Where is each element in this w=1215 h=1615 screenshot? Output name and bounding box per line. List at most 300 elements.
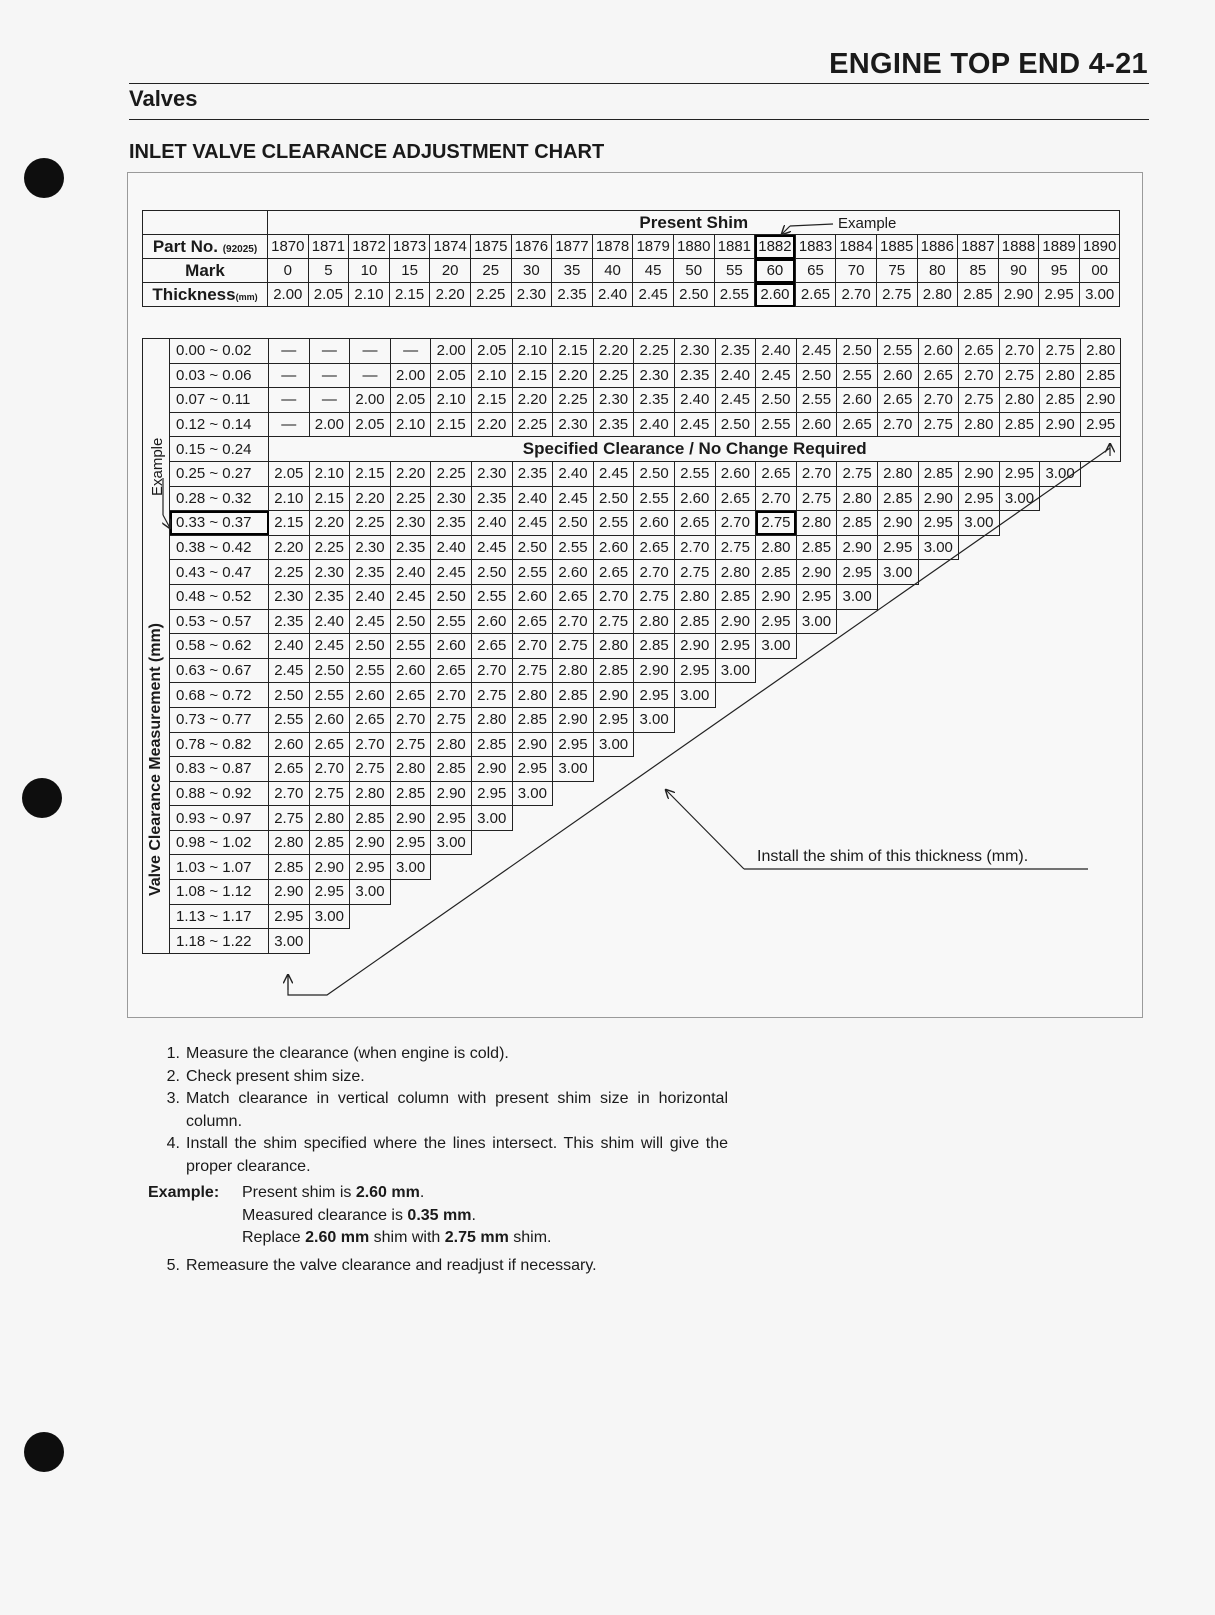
empty-cell bbox=[715, 855, 756, 880]
mark-cell: 65 bbox=[795, 259, 836, 283]
empty-cell bbox=[674, 880, 715, 905]
header-rule-bottom bbox=[129, 119, 1149, 120]
shim-cell: 2.70 bbox=[553, 609, 594, 634]
shim-cell: 2.60 bbox=[390, 658, 431, 683]
shim-cell: 2.55 bbox=[593, 511, 634, 536]
shim-cell: 2.15 bbox=[309, 486, 350, 511]
shim-cell: 2.70 bbox=[269, 781, 310, 806]
shim-cell: 2.45 bbox=[390, 584, 431, 609]
shim-cell: 2.90 bbox=[431, 781, 472, 806]
empty-cell bbox=[715, 732, 756, 757]
step-text: Remeasure the valve clearance and readjust if necessary. bbox=[186, 1256, 597, 1274]
empty-cell bbox=[674, 904, 715, 929]
shim-cell: 2.65 bbox=[959, 339, 1000, 364]
empty-cell bbox=[959, 560, 1000, 585]
empty-cell bbox=[959, 880, 1000, 905]
shim-cell: 2.25 bbox=[309, 535, 350, 560]
shim-cell: 2.80 bbox=[593, 634, 634, 659]
shim-cell: 2.45 bbox=[593, 461, 634, 486]
step-text: Match clearance in vertical column with present shim size in horizontal column. bbox=[186, 1090, 728, 1130]
empty-cell bbox=[715, 806, 756, 831]
shim-cell: 3.00 bbox=[1040, 461, 1081, 486]
shim-cell: 2.90 bbox=[1080, 388, 1121, 413]
thickness-cell: 2.25 bbox=[470, 283, 511, 307]
empty-cell bbox=[999, 683, 1040, 708]
empty-cell bbox=[837, 683, 878, 708]
measurement-range: 1.08 ~ 1.12 bbox=[170, 880, 269, 905]
empty-cell bbox=[674, 707, 715, 732]
binder-hole-middle bbox=[22, 778, 62, 818]
shim-cell: 2.75 bbox=[1040, 339, 1081, 364]
shim-cell: 3.00 bbox=[512, 781, 553, 806]
shim-cell: 2.55 bbox=[309, 683, 350, 708]
part-number-cell: 1886 bbox=[917, 235, 958, 259]
empty-cell bbox=[918, 732, 959, 757]
shim-cell: — bbox=[269, 363, 310, 388]
shim-cell: 2.05 bbox=[269, 461, 310, 486]
measurement-range: 0.83 ~ 0.87 bbox=[170, 757, 269, 782]
measurement-range: 0.58 ~ 0.62 bbox=[170, 634, 269, 659]
empty-cell bbox=[471, 830, 512, 855]
empty-cell bbox=[512, 929, 553, 954]
shim-cell: 2.50 bbox=[350, 634, 391, 659]
thickness-cell: 2.00 bbox=[268, 283, 309, 307]
shim-cell: 2.75 bbox=[959, 388, 1000, 413]
shim-cell: 2.85 bbox=[512, 707, 553, 732]
shim-cell: 2.95 bbox=[593, 707, 634, 732]
empty-cell bbox=[1080, 929, 1121, 954]
clearance-row bbox=[143, 781, 1121, 806]
example-line: Present shim is 2.60 mm. bbox=[242, 1184, 425, 1201]
shim-cell: 2.50 bbox=[512, 535, 553, 560]
step-number: 4. bbox=[166, 1135, 180, 1152]
clearance-row bbox=[143, 806, 1121, 831]
shim-cell: 2.60 bbox=[877, 363, 918, 388]
empty-cell bbox=[756, 880, 797, 905]
empty-cell bbox=[593, 830, 634, 855]
empty-cell bbox=[1040, 929, 1081, 954]
thickness-cell: 2.45 bbox=[633, 283, 674, 307]
shim-cell: 2.40 bbox=[553, 461, 594, 486]
empty-cell bbox=[959, 707, 1000, 732]
example-block bbox=[148, 1182, 728, 1250]
shim-cell: 2.95 bbox=[269, 904, 310, 929]
step-number: 2. bbox=[166, 1067, 180, 1085]
shim-cell: 2.75 bbox=[796, 486, 837, 511]
empty-cell bbox=[1080, 658, 1121, 683]
empty-cell bbox=[390, 904, 431, 929]
shim-cell: 3.00 bbox=[877, 560, 918, 585]
mark-cell: 55 bbox=[714, 259, 755, 283]
shim-cell: 2.60 bbox=[593, 535, 634, 560]
shim-cell: 2.35 bbox=[269, 609, 310, 634]
shim-cell: 2.45 bbox=[431, 560, 472, 585]
clearance-row bbox=[143, 339, 1121, 364]
empty-cell bbox=[756, 658, 797, 683]
shim-cell: 2.65 bbox=[390, 683, 431, 708]
shim-cell: — bbox=[350, 363, 391, 388]
shim-cell: 2.40 bbox=[269, 634, 310, 659]
present-shim-table bbox=[142, 210, 1120, 307]
shim-cell: 2.25 bbox=[431, 461, 472, 486]
empty-cell bbox=[553, 830, 594, 855]
empty-cell bbox=[1080, 461, 1121, 486]
shim-cell: 2.70 bbox=[471, 658, 512, 683]
empty-cell bbox=[999, 634, 1040, 659]
shim-cell: 2.85 bbox=[309, 830, 350, 855]
shim-cell: 2.75 bbox=[837, 461, 878, 486]
shim-cell: 2.35 bbox=[634, 388, 675, 413]
measurement-range: 0.73 ~ 0.77 bbox=[170, 707, 269, 732]
shim-cell: 2.15 bbox=[471, 388, 512, 413]
shim-cell: 2.85 bbox=[350, 806, 391, 831]
mark-cell: 35 bbox=[552, 259, 593, 283]
shim-cell: 2.55 bbox=[269, 707, 310, 732]
step-text: Measure the clearance (when engine is cold). bbox=[186, 1045, 509, 1062]
shim-cell: 2.45 bbox=[553, 486, 594, 511]
shim-cell: 2.85 bbox=[715, 584, 756, 609]
empty-cell bbox=[1040, 560, 1081, 585]
side-example-label bbox=[149, 438, 166, 496]
thickness-cell: 2.75 bbox=[876, 283, 917, 307]
shim-cell: 2.30 bbox=[674, 339, 715, 364]
shim-cell: 2.30 bbox=[309, 560, 350, 585]
empty-cell bbox=[715, 781, 756, 806]
part-number-cell: 1879 bbox=[633, 235, 674, 259]
empty-cell bbox=[877, 634, 918, 659]
empty-cell bbox=[959, 609, 1000, 634]
empty-cell bbox=[350, 904, 391, 929]
empty-cell bbox=[634, 757, 675, 782]
shim-cell: 2.50 bbox=[471, 560, 512, 585]
shim-cell: 2.80 bbox=[431, 732, 472, 757]
shim-cell: 2.75 bbox=[593, 609, 634, 634]
shim-cell: 2.55 bbox=[634, 486, 675, 511]
thickness-cell: 2.10 bbox=[349, 283, 390, 307]
empty-cell bbox=[593, 929, 634, 954]
shim-cell: 2.95 bbox=[796, 584, 837, 609]
shim-cell: 2.30 bbox=[269, 584, 310, 609]
part-number-cell: 1880 bbox=[673, 235, 714, 259]
empty-cell bbox=[471, 855, 512, 880]
mark-cell: 30 bbox=[511, 259, 552, 283]
thickness-cell: 2.20 bbox=[430, 283, 471, 307]
shim-cell: 2.65 bbox=[512, 609, 553, 634]
shim-cell: 2.80 bbox=[269, 830, 310, 855]
empty-cell bbox=[796, 707, 837, 732]
shim-cell: 2.30 bbox=[350, 535, 391, 560]
shim-cell: 3.00 bbox=[471, 806, 512, 831]
shim-cell: 2.75 bbox=[715, 535, 756, 560]
shim-cell: 2.80 bbox=[390, 757, 431, 782]
thickness-cell: 2.15 bbox=[389, 283, 430, 307]
part-number-cell: 1877 bbox=[552, 235, 593, 259]
shim-cell: 2.20 bbox=[350, 486, 391, 511]
instructions bbox=[148, 1043, 728, 1277]
empty-cell bbox=[431, 904, 472, 929]
shim-cell: 2.60 bbox=[471, 609, 512, 634]
shim-cell: 2.95 bbox=[431, 806, 472, 831]
thickness-label bbox=[143, 283, 268, 307]
shim-cell: 2.80 bbox=[999, 388, 1040, 413]
shim-cell: 2.85 bbox=[553, 683, 594, 708]
shim-cell: 2.85 bbox=[1080, 363, 1121, 388]
empty-cell bbox=[999, 535, 1040, 560]
empty-cell bbox=[674, 806, 715, 831]
shim-cell: 2.55 bbox=[350, 658, 391, 683]
empty-cell bbox=[756, 757, 797, 782]
empty-cell bbox=[350, 929, 391, 954]
empty-cell bbox=[999, 560, 1040, 585]
shim-cell: 2.70 bbox=[796, 461, 837, 486]
shim-cell: 2.95 bbox=[877, 535, 918, 560]
empty-cell bbox=[837, 658, 878, 683]
step-5 bbox=[148, 1255, 728, 1278]
shim-cell: 2.40 bbox=[756, 339, 797, 364]
shim-cell: — bbox=[309, 363, 350, 388]
shim-cell: 2.85 bbox=[431, 757, 472, 782]
shim-cell: 2.45 bbox=[674, 412, 715, 437]
clearance-row bbox=[143, 658, 1121, 683]
empty-cell bbox=[674, 830, 715, 855]
measurement-range: 1.03 ~ 1.07 bbox=[170, 855, 269, 880]
empty-cell bbox=[1040, 732, 1081, 757]
shim-cell: 2.10 bbox=[390, 412, 431, 437]
shim-cell: 2.65 bbox=[837, 412, 878, 437]
shim-cell: 2.25 bbox=[390, 486, 431, 511]
clearance-row bbox=[143, 388, 1121, 413]
empty-cell bbox=[756, 707, 797, 732]
empty-cell bbox=[756, 806, 797, 831]
empty-cell bbox=[999, 511, 1040, 536]
shim-cell: 2.05 bbox=[471, 339, 512, 364]
thickness-cell: 2.65 bbox=[795, 283, 836, 307]
mark-cell: 80 bbox=[917, 259, 958, 283]
shim-cell: 3.00 bbox=[918, 535, 959, 560]
mark-cell: 15 bbox=[389, 259, 430, 283]
empty-cell bbox=[837, 806, 878, 831]
empty-cell bbox=[756, 683, 797, 708]
clearance-row bbox=[143, 437, 1121, 462]
shim-cell: 2.75 bbox=[999, 363, 1040, 388]
clearance-row bbox=[143, 707, 1121, 732]
thickness-cell: 2.95 bbox=[1039, 283, 1080, 307]
shim-cell: 2.35 bbox=[512, 461, 553, 486]
shim-cell: 2.85 bbox=[390, 781, 431, 806]
shim-cell: 2.35 bbox=[350, 560, 391, 585]
empty-cell bbox=[512, 855, 553, 880]
thickness-unit: (mm) bbox=[235, 291, 258, 302]
shim-cell: 2.90 bbox=[471, 757, 512, 782]
shim-cell: 2.20 bbox=[593, 339, 634, 364]
empty-cell bbox=[715, 683, 756, 708]
measurement-range: 0.33 ~ 0.37 bbox=[170, 511, 269, 536]
shim-cell: 2.35 bbox=[471, 486, 512, 511]
shim-cell: 2.70 bbox=[674, 535, 715, 560]
measurement-range: 0.88 ~ 0.92 bbox=[170, 781, 269, 806]
shim-cell: 2.90 bbox=[796, 560, 837, 585]
shim-cell: 2.30 bbox=[431, 486, 472, 511]
shim-cell: 2.70 bbox=[431, 683, 472, 708]
shim-cell: 2.85 bbox=[796, 535, 837, 560]
shim-cell: 2.95 bbox=[553, 732, 594, 757]
shim-cell: 2.75 bbox=[918, 412, 959, 437]
empty-cell bbox=[837, 781, 878, 806]
shim-cell: 2.45 bbox=[715, 388, 756, 413]
empty-cell bbox=[999, 658, 1040, 683]
measurement-range: 0.12 ~ 0.14 bbox=[170, 412, 269, 437]
instruction-step bbox=[148, 1066, 728, 1089]
shim-cell: 2.95 bbox=[999, 461, 1040, 486]
shim-cell: 2.05 bbox=[390, 388, 431, 413]
shim-cell: — bbox=[309, 339, 350, 364]
shim-cell: 2.90 bbox=[959, 461, 1000, 486]
shim-cell: 2.70 bbox=[877, 412, 918, 437]
empty-cell bbox=[918, 781, 959, 806]
step-text: Check present shim size. bbox=[186, 1067, 365, 1085]
shim-cell: 2.90 bbox=[512, 732, 553, 757]
empty-cell bbox=[674, 929, 715, 954]
clearance-row bbox=[143, 461, 1121, 486]
corner-cell bbox=[143, 211, 268, 235]
empty-cell bbox=[390, 929, 431, 954]
shim-cell: 2.10 bbox=[512, 339, 553, 364]
measurement-range: 0.03 ~ 0.06 bbox=[170, 363, 269, 388]
part-no-label bbox=[143, 235, 268, 259]
shim-cell: 2.60 bbox=[715, 461, 756, 486]
mark-cell: 50 bbox=[673, 259, 714, 283]
empty-cell bbox=[837, 880, 878, 905]
empty-cell bbox=[431, 855, 472, 880]
shim-cell: 2.80 bbox=[877, 461, 918, 486]
shim-cell: 2.25 bbox=[634, 339, 675, 364]
part-number-cell: 1873 bbox=[389, 235, 430, 259]
shim-cell: 2.85 bbox=[593, 658, 634, 683]
empty-cell bbox=[593, 781, 634, 806]
empty-cell bbox=[715, 707, 756, 732]
empty-cell bbox=[390, 880, 431, 905]
shim-cell: 2.65 bbox=[634, 535, 675, 560]
clearance-row bbox=[143, 757, 1121, 782]
empty-cell bbox=[553, 781, 594, 806]
shim-cell: 2.60 bbox=[269, 732, 310, 757]
empty-cell bbox=[634, 781, 675, 806]
empty-cell bbox=[1040, 855, 1081, 880]
shim-cell: 2.70 bbox=[999, 339, 1040, 364]
header-rule-top bbox=[129, 83, 1149, 84]
shim-cell: 2.90 bbox=[553, 707, 594, 732]
shim-cell: 2.40 bbox=[309, 609, 350, 634]
empty-cell bbox=[999, 707, 1040, 732]
clearance-row bbox=[143, 584, 1121, 609]
shim-cell: 2.45 bbox=[756, 363, 797, 388]
mark-cell: 60 bbox=[755, 259, 796, 283]
empty-cell bbox=[918, 609, 959, 634]
empty-cell bbox=[877, 609, 918, 634]
shim-cell: 2.80 bbox=[471, 707, 512, 732]
thickness-cell: 3.00 bbox=[1079, 283, 1120, 307]
empty-cell bbox=[1080, 855, 1121, 880]
shim-cell: 2.50 bbox=[269, 683, 310, 708]
shim-cell: 2.30 bbox=[634, 363, 675, 388]
empty-cell bbox=[309, 929, 350, 954]
shim-cell: 2.65 bbox=[593, 560, 634, 585]
empty-cell bbox=[593, 757, 634, 782]
shim-cell: 2.75 bbox=[756, 511, 797, 536]
shim-cell: 3.00 bbox=[674, 683, 715, 708]
shim-cell: 2.00 bbox=[390, 363, 431, 388]
measurement-range: 0.00 ~ 0.02 bbox=[170, 339, 269, 364]
shim-cell: 2.95 bbox=[837, 560, 878, 585]
empty-cell bbox=[553, 806, 594, 831]
mark-cell: 95 bbox=[1039, 259, 1080, 283]
shim-cell: 2.85 bbox=[634, 634, 675, 659]
empty-cell bbox=[959, 806, 1000, 831]
shim-cell: 2.95 bbox=[918, 511, 959, 536]
empty-cell bbox=[999, 757, 1040, 782]
shim-cell: 2.15 bbox=[269, 511, 310, 536]
shim-cell: 2.90 bbox=[593, 683, 634, 708]
empty-cell bbox=[796, 781, 837, 806]
instruction-step bbox=[148, 1088, 728, 1133]
shim-cell: 2.90 bbox=[350, 830, 391, 855]
part-number-cell: 1888 bbox=[998, 235, 1039, 259]
empty-cell bbox=[1080, 757, 1121, 782]
mark-cell: 70 bbox=[836, 259, 877, 283]
section-title: Valves bbox=[129, 86, 198, 111]
shim-cell: 2.55 bbox=[674, 461, 715, 486]
empty-cell bbox=[959, 732, 1000, 757]
empty-cell bbox=[756, 904, 797, 929]
shim-cell: 2.85 bbox=[674, 609, 715, 634]
shim-cell: 2.85 bbox=[999, 412, 1040, 437]
empty-cell bbox=[837, 929, 878, 954]
shim-cell: 3.00 bbox=[593, 732, 634, 757]
empty-cell bbox=[674, 732, 715, 757]
shim-cell: 2.80 bbox=[715, 560, 756, 585]
mark-cell: 5 bbox=[308, 259, 349, 283]
shim-cell: 2.85 bbox=[269, 855, 310, 880]
chart-title: INLET VALVE CLEARANCE ADJUSTMENT CHART bbox=[129, 141, 605, 163]
empty-cell bbox=[1040, 806, 1081, 831]
shim-cell: 2.65 bbox=[471, 634, 512, 659]
shim-cell: 2.65 bbox=[269, 757, 310, 782]
step-text: Install the shim specified where the lines intersect. This shim will give the proper clearance. bbox=[186, 1135, 728, 1175]
mark-cell: 20 bbox=[430, 259, 471, 283]
shim-cell: 2.65 bbox=[756, 461, 797, 486]
shim-cell: — bbox=[390, 339, 431, 364]
shim-cell: 2.75 bbox=[471, 683, 512, 708]
shim-cell: 2.85 bbox=[471, 732, 512, 757]
shim-cell: 2.30 bbox=[593, 388, 634, 413]
empty-cell bbox=[634, 830, 675, 855]
empty-cell bbox=[796, 634, 837, 659]
shim-cell: 2.90 bbox=[634, 658, 675, 683]
shim-cell: 2.95 bbox=[715, 634, 756, 659]
empty-cell bbox=[1080, 535, 1121, 560]
shim-cell: 2.40 bbox=[350, 584, 391, 609]
shim-cell: 2.95 bbox=[756, 609, 797, 634]
shim-cell: 2.75 bbox=[512, 658, 553, 683]
shim-cell: 2.75 bbox=[634, 584, 675, 609]
empty-cell bbox=[593, 806, 634, 831]
shim-cell: 2.75 bbox=[390, 732, 431, 757]
measurement-range: 0.63 ~ 0.67 bbox=[170, 658, 269, 683]
empty-cell bbox=[634, 855, 675, 880]
empty-cell bbox=[756, 732, 797, 757]
shim-cell: 2.70 bbox=[715, 511, 756, 536]
empty-cell bbox=[918, 658, 959, 683]
